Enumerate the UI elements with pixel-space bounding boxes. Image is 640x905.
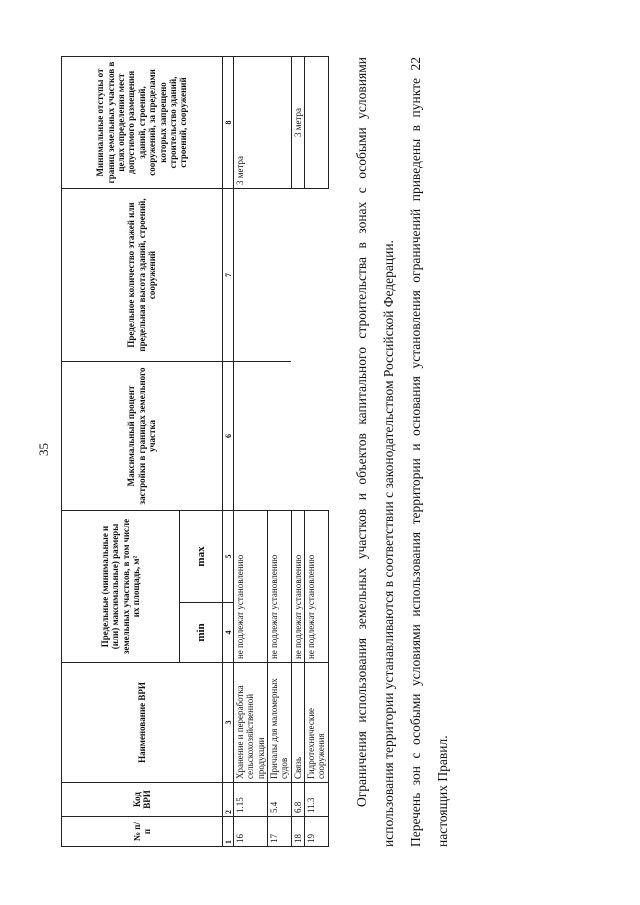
row-num: 17: [268, 817, 292, 847]
table-row: [291, 56, 304, 846]
paragraph-zones-list: Перечень зон с особыми условиями использования территории и основания установления ограничений приведены в пункте 22 настоящих Правил.: [408, 57, 450, 847]
row-percent: [234, 361, 292, 510]
row-name: Гидротехнические сооружения: [305, 663, 329, 783]
row-code: 5.4: [268, 783, 292, 817]
header-percent: Максимальный процент застройки в границах земельного участка: [62, 361, 223, 510]
header-floors: Предельное количество этажей или предельная высота зданий, строений, сооружений: [62, 188, 223, 361]
table-header-row: [62, 56, 180, 846]
column-number: 5: [223, 510, 234, 602]
column-number: 6: [223, 361, 234, 510]
row-code: 1.15: [234, 783, 268, 817]
row-code: 6.8: [291, 783, 304, 817]
row-code: 11.3: [305, 783, 329, 817]
paragraph-restrictions: Ограничения использования земельных участков и объектов капитального строительства в зонах с особыми условиями использования территории устанавливаются в соответствии с законодательством Российской Федерации.: [354, 57, 396, 847]
column-number: 7: [223, 188, 234, 361]
header-setback: Минимальные отступы от границ земельных участков в целях определения мест допустимого размещения зданий, строений, сооружений, за пределами которых запрещено строительство зданий, строений, сооружений: [62, 56, 223, 188]
header-max: max: [180, 510, 223, 602]
body-text: [348, 57, 456, 847]
row-name: Хранение и переработка сельскохозяйственной продукции: [234, 663, 268, 783]
row-setback: [305, 56, 329, 188]
column-number-row: [223, 56, 234, 846]
row-num: 16: [234, 817, 268, 847]
row-area: не подлежат установлению: [234, 510, 268, 662]
column-number: 4: [223, 603, 234, 663]
header-min: min: [180, 603, 223, 663]
column-number: 1: [223, 817, 234, 847]
row-area: не подлежат установлению: [305, 510, 329, 662]
header-code: Код ВРИ: [62, 783, 223, 817]
row-num: 18: [291, 817, 304, 847]
row-area: не подлежат установлению: [291, 510, 304, 662]
row-name: Связь: [291, 663, 304, 783]
table-row: [234, 56, 268, 846]
row-name: Причалы для маломерных судов: [268, 663, 292, 783]
row-setback: 3 метра: [291, 56, 304, 188]
page-number: 35: [36, 443, 51, 456]
zoning-regulations-table: [61, 56, 329, 847]
row-percent-floors: [291, 188, 328, 510]
row-area: не подлежат установлению: [268, 510, 292, 662]
column-number: 3: [223, 663, 234, 783]
column-number: 8: [223, 56, 234, 188]
row-floors: [234, 188, 292, 361]
header-area-group: Предельные (минимальные и (или) максимальные) размеры земельных участков, в том числе их площадь, м²: [62, 510, 180, 662]
column-number: 2: [223, 783, 234, 817]
row-num: 19: [305, 817, 329, 847]
header-num: № п/п: [62, 817, 223, 847]
row-setback: 3 метра: [234, 56, 292, 188]
header-name: Наименование ВРИ: [62, 663, 223, 783]
